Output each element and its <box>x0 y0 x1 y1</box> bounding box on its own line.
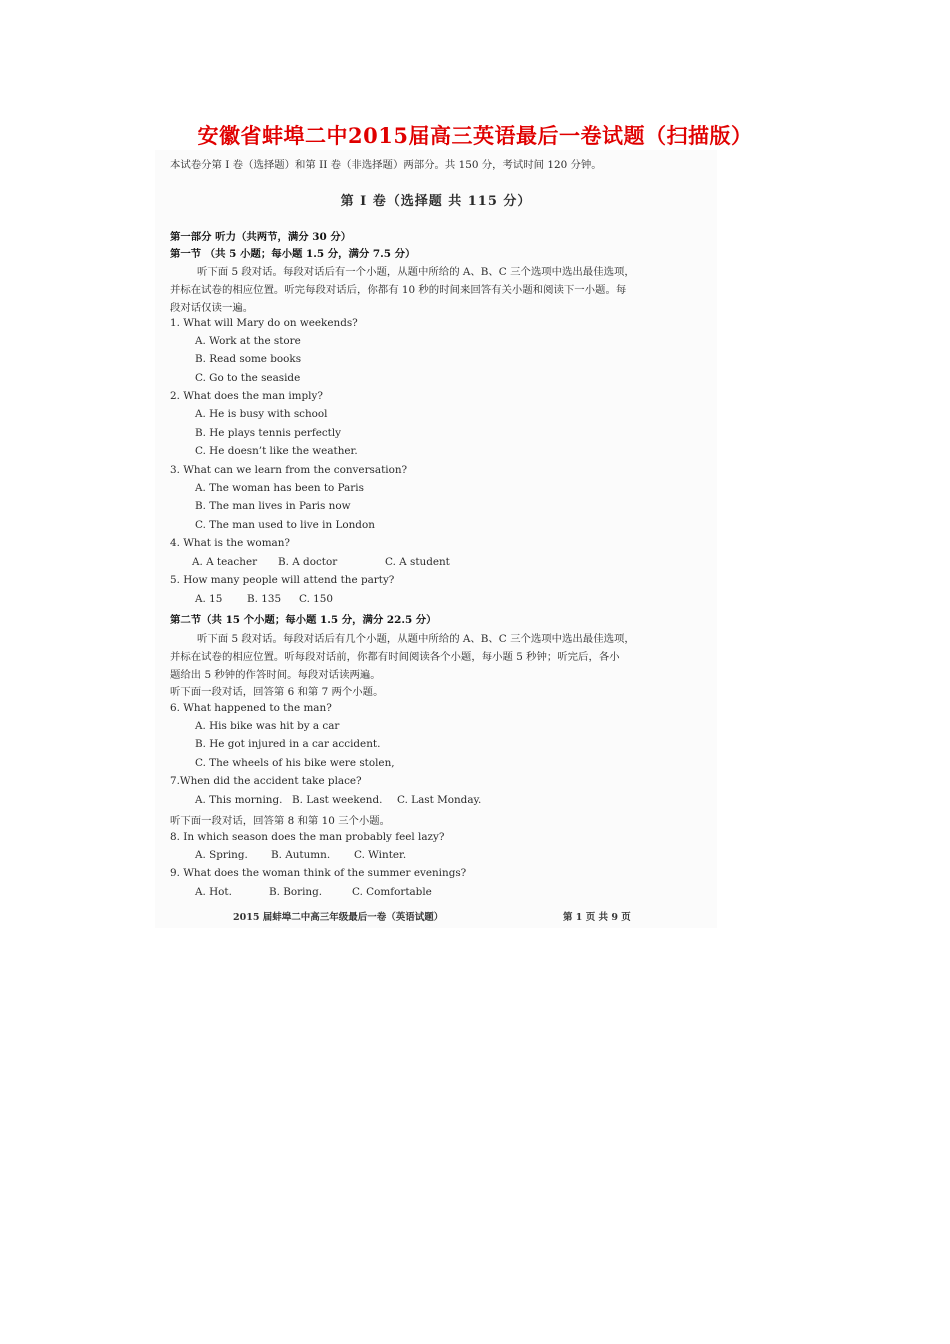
question-3-option-b: B. The man lives in Paris now <box>195 500 351 512</box>
question-1-stem: 1. What will Mary do on weekends? <box>170 317 358 329</box>
question-4-option-a: A. A teacher <box>192 556 258 568</box>
question-2-option-c: C. He doesn’t like the weather. <box>195 445 358 457</box>
question-5-option-c: C. 150 <box>299 593 334 605</box>
question-6-stem: 6. What happened to the man? <box>170 702 332 714</box>
dialog-intro: 听下面一段对话，回答第 8 和第 10 三个小题。 <box>170 815 391 827</box>
question-5-stem: 5. How many people will attend the party? <box>170 574 395 586</box>
question-3-stem: 3. What can we learn from the conversation? <box>170 464 408 476</box>
section1-instruction-line: 听下面 5 段对话。每段对话后有一个小题，从题中所给的 A、B、C 三个选项中选出最佳选项， <box>197 266 635 278</box>
question-8-option-c: C. Winter. <box>354 849 407 861</box>
document-title: 安徽省蚌埠二中2015届高三英语最后一卷试题（扫描版） <box>197 123 753 148</box>
section1-heading: 第一节 （共 5 小题；每小题 1.5 分，满分 7.5 分） <box>170 248 416 260</box>
footer-page-number: 第 1 页 共 9 页 <box>563 912 631 923</box>
question-6-option-c: C. The wheels of his bike were stolen, <box>195 757 395 769</box>
question-7-option-a: A. This morning. <box>195 794 283 806</box>
question-1-option-c: C. Go to the seaside <box>195 372 301 384</box>
section2-instruction-line: 题给出 5 秒钟的作答时间。每段对话读两遍。 <box>170 669 381 681</box>
intro-text: 本试卷分第 I 卷（选择题）和第 II 卷（非选择题）两部分。共 150 分，考试时间 120 分钟。 <box>170 159 602 171</box>
footer-exam-name: 2015 届蚌埠二中高三年级最后一卷（英语试题） <box>233 912 444 923</box>
question-4-option-c: C. A student <box>385 556 450 568</box>
question-3-option-a: A. The woman has been to Paris <box>195 482 364 494</box>
question-9-option-a: A. Hot. <box>195 886 232 898</box>
question-5-option-b: B. 135 <box>247 593 282 605</box>
question-1-option-a: A. Work at the store <box>195 335 301 347</box>
question-5-option-a: A. 15 <box>195 593 223 605</box>
section1-instruction-line: 段对话仅读一遍。 <box>170 302 254 314</box>
question-8-option-a: A. Spring. <box>195 849 248 861</box>
question-2-option-b: B. He plays tennis perfectly <box>195 427 342 439</box>
question-1-option-b: B. Read some books <box>195 353 302 365</box>
section2-instruction-line: 并标在试卷的相应位置。听每段对话前，你都有时间阅读各个小题，每小题 5 秒钟；听完后，各小 <box>170 651 620 663</box>
question-8-stem: 8. In which season does the man probably feel lazy? <box>170 831 445 843</box>
question-2-stem: 2. What does the man imply? <box>170 390 323 402</box>
question-9-option-c: C. Comfortable <box>352 886 432 898</box>
question-6-option-a: A. His bike was hit by a car <box>195 720 340 732</box>
question-2-option-a: A. He is busy with school <box>195 408 328 420</box>
section2-instruction-line: 听下面 5 段对话。每段对话后有几个小题，从题中所给的 A、B、C 三个选项中选出最佳选项， <box>197 633 635 645</box>
section2-heading: 第二节（共 15 个小题；每小题 1.5 分，满分 22.5 分） <box>170 614 437 626</box>
volume-title: 第 I 卷（选择题 共 115 分） <box>340 194 532 209</box>
question-9-stem: 9. What does the woman think of the summer evenings? <box>170 867 467 879</box>
question-7-stem: 7.When did the accident take place? <box>170 775 362 787</box>
question-4-stem: 4. What is the woman? <box>170 537 290 549</box>
question-6-option-b: B. He got injured in a car accident. <box>195 738 381 750</box>
dialog-intro: 听下面一段对话，回答第 6 和第 7 两个小题。 <box>170 686 384 698</box>
question-8-option-b: B. Autumn. <box>271 849 331 861</box>
question-4-option-b: B. A doctor <box>278 556 338 568</box>
question-7-option-c: C. Last Monday. <box>397 794 482 806</box>
question-9-option-b: B. Boring. <box>269 886 323 898</box>
scanned-page <box>155 150 717 928</box>
question-3-option-c: C. The man used to live in London <box>195 519 375 531</box>
section1-instruction-line: 并标在试卷的相应位置。听完每段对话后，你都有 10 秒的时间来回答有关小题和阅读下一小题。每 <box>170 284 627 296</box>
part1-heading: 第一部分 听力（共两节，满分 30 分） <box>170 231 352 243</box>
question-7-option-b: B. Last weekend. <box>292 794 383 806</box>
